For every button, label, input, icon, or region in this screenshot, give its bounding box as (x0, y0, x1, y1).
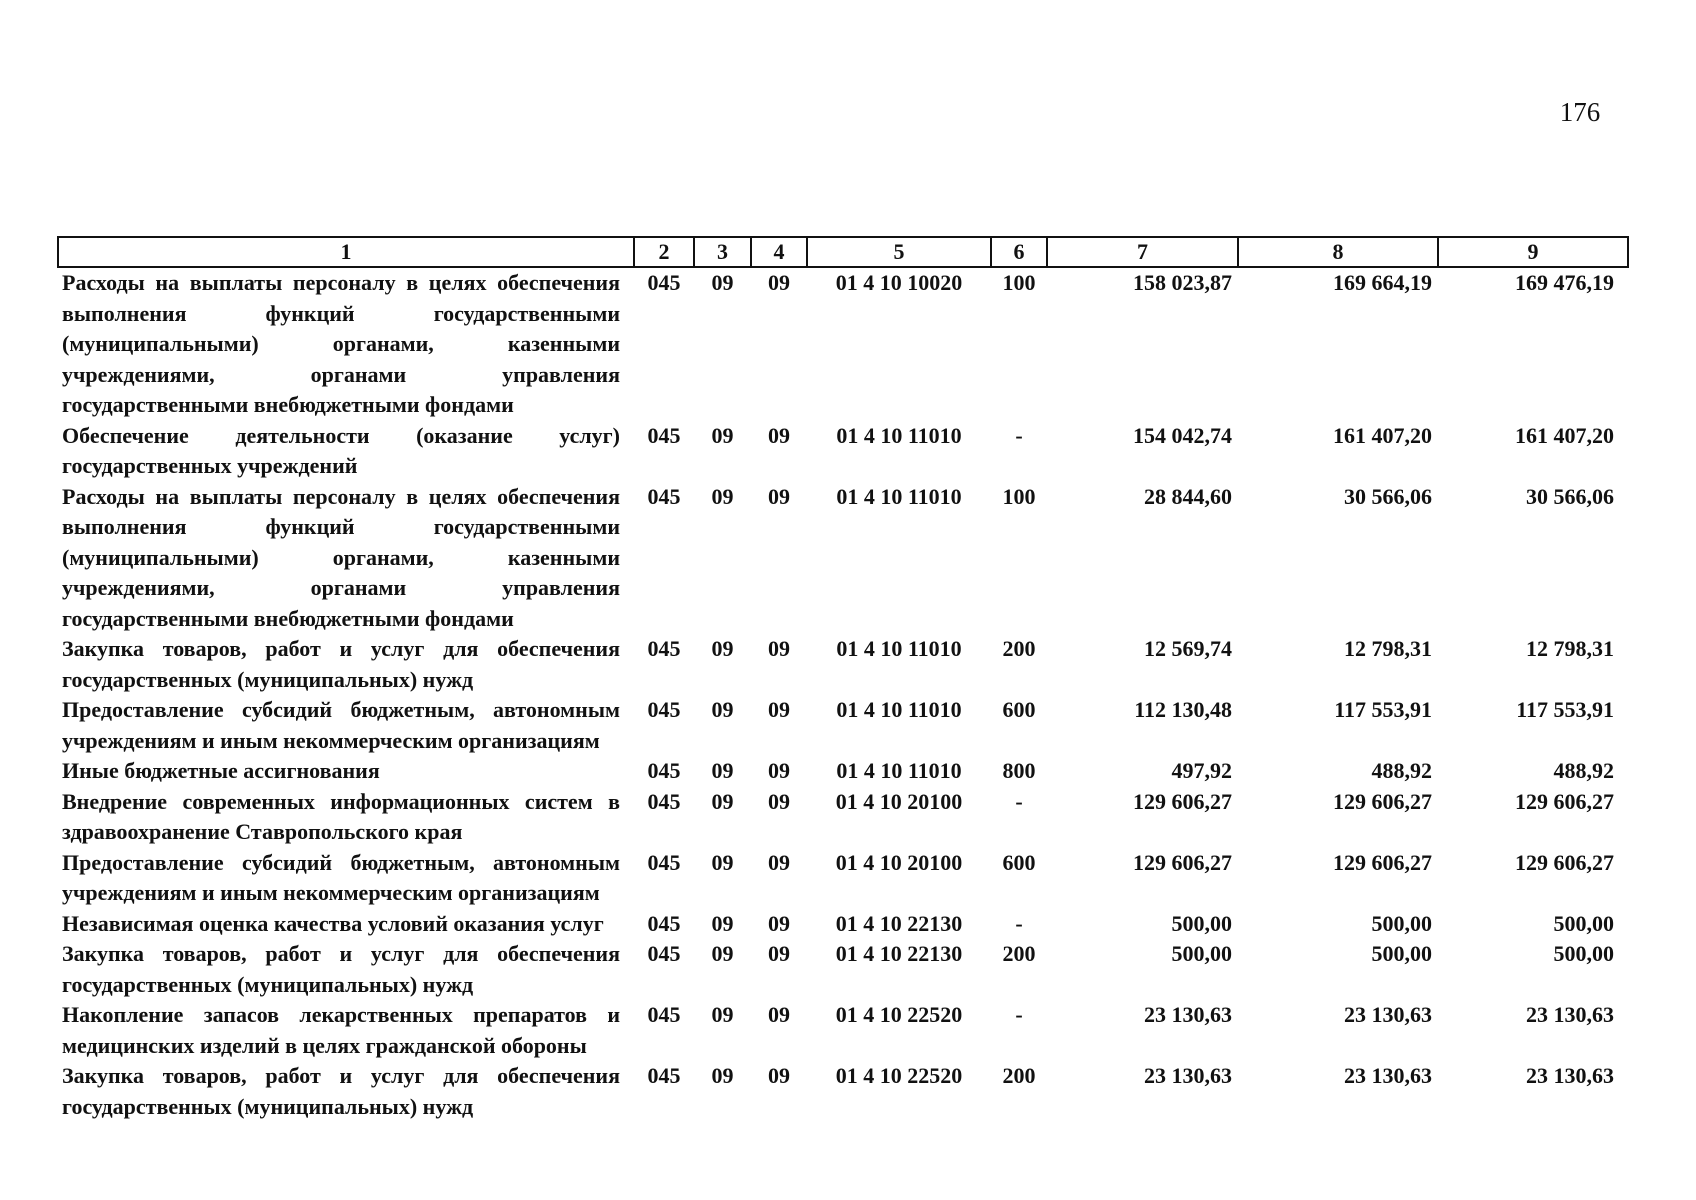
amount-col-7: 158 023,87 (1133, 270, 1232, 295)
table-row (58, 909, 1628, 940)
amount-col-7: 154 042,74 (1133, 422, 1232, 448)
row-description: Предоставление субсидий бюджетным, автономным учреждениям и иным некоммерческим организациям (62, 697, 620, 753)
amount-col-7: 23 130,63 (1144, 1002, 1232, 1027)
expense-type-code: 200 (1002, 636, 1036, 661)
amount-col-9: 500,00 (1553, 910, 1614, 936)
expense-type-code: 200 (1002, 1063, 1036, 1088)
section-code: 09 (711, 1002, 734, 1027)
row-description: Накопление запасов лекарственных препаратов и медицинских изделий в целях гражданской обороны (62, 1002, 620, 1058)
amount-col-8: 30 566,06 (1344, 483, 1432, 509)
ministry-code: 045 (647, 1002, 681, 1027)
target-article-code: 01 4 10 22520 (835, 1063, 963, 1088)
table-row (58, 1000, 1628, 1061)
amount-col-9: 129 606,27 (1515, 849, 1614, 875)
section-code: 09 (711, 758, 734, 783)
table-row (58, 787, 1628, 848)
column-header-3: 3 (694, 237, 751, 267)
column-header-4: 4 (751, 237, 807, 267)
amount-col-9: 500,00 (1553, 941, 1614, 966)
expense-type-code: - (1015, 788, 1023, 814)
table-row (58, 848, 1628, 909)
subsection-code: 09 (768, 422, 790, 448)
section-code: 09 (711, 941, 734, 966)
subsection-code: 09 (768, 910, 790, 936)
expense-type-code: - (1015, 422, 1023, 448)
target-article-code: 01 4 10 11010 (836, 636, 962, 661)
ministry-code: 045 (647, 636, 681, 661)
amount-col-9: 12 798,31 (1526, 636, 1614, 661)
subsection-code: 09 (768, 483, 790, 509)
section-code: 09 (711, 697, 734, 722)
amount-col-7: 129 606,27 (1133, 849, 1232, 875)
column-header-9: 9 (1438, 237, 1628, 267)
expense-type-code: 600 (1002, 697, 1036, 722)
target-article-code: 01 4 10 20100 (835, 788, 963, 814)
amount-col-7: 500,00 (1171, 941, 1232, 966)
row-description: Расходы на выплаты персоналу в целях обеспечения выполнения функций государственными (муниципальными) органами, казенными учреждениями, органами управления государственными внебюджетными фондами (62, 270, 620, 417)
expense-type-code: 600 (1002, 849, 1036, 875)
ministry-code: 045 (647, 697, 681, 722)
amount-col-9: 488,92 (1553, 758, 1614, 783)
target-article-code: 01 4 10 22130 (835, 941, 963, 966)
ministry-code: 045 (647, 910, 681, 936)
expense-type-code: - (1015, 1002, 1023, 1027)
amount-col-7: 23 130,63 (1144, 1063, 1232, 1088)
subsection-code: 09 (768, 788, 790, 814)
ministry-code: 045 (647, 270, 681, 295)
amount-col-8: 500,00 (1371, 910, 1432, 936)
column-header-6: 6 (991, 237, 1047, 267)
amount-col-8: 129 606,27 (1333, 849, 1432, 875)
table-body (58, 267, 1628, 1122)
header-row (58, 237, 1628, 267)
amount-col-8: 12 798,31 (1344, 636, 1432, 661)
target-article-code: 01 4 10 22130 (835, 910, 963, 936)
ministry-code: 045 (647, 788, 681, 814)
section-code: 09 (711, 270, 734, 295)
subsection-code: 09 (768, 941, 790, 966)
amount-col-8: 117 553,91 (1334, 697, 1432, 722)
amount-col-7: 497,92 (1171, 758, 1232, 783)
column-header-2: 2 (634, 237, 694, 267)
row-description: Закупка товаров, работ и услуг для обеспечения государственных (муниципальных) нужд (62, 941, 620, 997)
section-code: 09 (711, 422, 734, 448)
target-article-code: 01 4 10 22520 (835, 1002, 963, 1027)
amount-col-9: 23 130,63 (1526, 1063, 1614, 1088)
amount-col-9: 129 606,27 (1515, 788, 1614, 814)
section-code: 09 (711, 636, 734, 661)
section-code: 09 (711, 1063, 734, 1088)
row-description: Обеспечение деятельности (оказание услуг) государственных учреждений (62, 422, 620, 478)
row-description: Предоставление субсидий бюджетным, автономным учреждениям и иным некоммерческим организациям (62, 849, 620, 905)
row-description: Закупка товаров, работ и услуг для обеспечения государственных (муниципальных) нужд (62, 1063, 620, 1119)
table-row (58, 421, 1628, 482)
target-article-code: 01 4 10 11010 (836, 483, 962, 509)
amount-col-7: 12 569,74 (1144, 636, 1232, 661)
table-row (58, 756, 1628, 787)
ministry-code: 045 (647, 483, 681, 509)
section-code: 09 (711, 788, 734, 814)
amount-col-7: 28 844,60 (1144, 483, 1232, 509)
table-row (58, 695, 1628, 756)
page-number: 176 (1559, 97, 1601, 127)
expense-type-code: 100 (1002, 483, 1036, 509)
column-header-1: 1 (58, 237, 634, 267)
ministry-code: 045 (647, 422, 681, 448)
expense-type-code: 200 (1002, 941, 1036, 966)
table-row (58, 1061, 1628, 1122)
budget-table (57, 236, 1629, 1122)
amount-col-8: 23 130,63 (1344, 1063, 1432, 1088)
ministry-code: 045 (647, 1063, 681, 1088)
row-description: Независимая оценка качества условий оказания услуг (62, 910, 604, 936)
amount-col-9: 117 553,91 (1516, 697, 1614, 722)
row-description: Закупка товаров, работ и услуг для обеспечения государственных (муниципальных) нужд (62, 636, 620, 692)
section-code: 09 (711, 483, 734, 509)
expense-type-code: 800 (1002, 758, 1036, 783)
subsection-code: 09 (768, 697, 790, 722)
amount-col-7: 129 606,27 (1133, 788, 1232, 814)
target-article-code: 01 4 10 11010 (836, 758, 962, 783)
section-code: 09 (711, 910, 734, 936)
expense-type-code: 100 (1002, 270, 1036, 295)
subsection-code: 09 (768, 636, 790, 661)
table-row (58, 267, 1628, 421)
amount-col-8: 169 664,19 (1333, 270, 1432, 295)
subsection-code: 09 (768, 1063, 790, 1088)
amount-col-8: 129 606,27 (1333, 788, 1432, 814)
subsection-code: 09 (768, 758, 790, 783)
amount-col-8: 488,92 (1371, 758, 1432, 783)
target-article-code: 01 4 10 20100 (835, 849, 963, 875)
column-header-5: 5 (807, 237, 991, 267)
target-article-code: 01 4 10 11010 (836, 697, 962, 722)
subsection-code: 09 (768, 270, 790, 295)
amount-col-8: 500,00 (1371, 941, 1432, 966)
amount-col-9: 161 407,20 (1515, 422, 1614, 448)
amount-col-8: 23 130,63 (1344, 1002, 1432, 1027)
row-description: Расходы на выплаты персоналу в целях обеспечения выполнения функций государственными (муниципальными) органами, казенными учреждениями, органами управления государственными внебюджетными фондами (62, 483, 620, 631)
amount-col-9: 23 130,63 (1526, 1002, 1614, 1027)
target-article-code: 01 4 10 10020 (835, 270, 963, 295)
row-description: Внедрение современных информационных систем в здравоохранение Ставропольского края (62, 788, 620, 844)
subsection-code: 09 (768, 849, 790, 875)
amount-col-9: 30 566,06 (1526, 483, 1614, 509)
row-description: Иные бюджетные ассигнования (62, 758, 380, 783)
expense-type-code: - (1015, 910, 1023, 936)
table-row (58, 634, 1628, 695)
ministry-code: 045 (647, 941, 681, 966)
section-code: 09 (711, 849, 734, 875)
column-header-8: 8 (1238, 237, 1438, 267)
target-article-code: 01 4 10 11010 (836, 422, 962, 448)
amount-col-7: 112 130,48 (1134, 697, 1232, 722)
amount-col-9: 169 476,19 (1515, 270, 1614, 295)
column-header-7: 7 (1047, 237, 1238, 267)
ministry-code: 045 (647, 758, 681, 783)
subsection-code: 09 (768, 1002, 790, 1027)
table-row (58, 482, 1628, 635)
table-row (58, 939, 1628, 1000)
table-header (58, 237, 1628, 267)
amount-col-8: 161 407,20 (1333, 422, 1432, 448)
amount-col-7: 500,00 (1171, 910, 1232, 936)
ministry-code: 045 (647, 849, 681, 875)
